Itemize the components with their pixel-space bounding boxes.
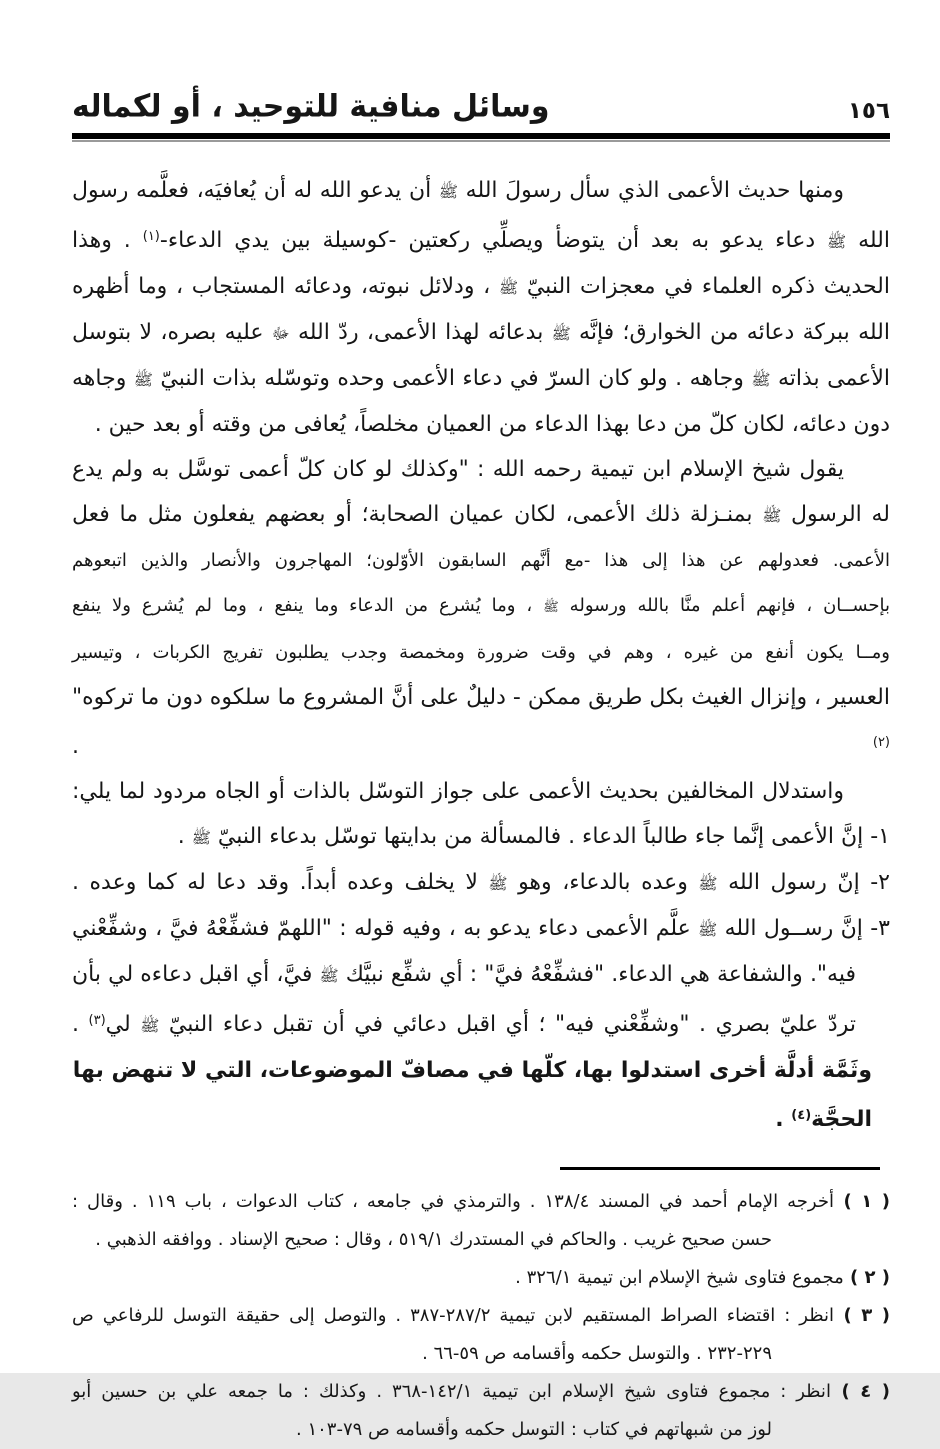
text-run: الأعمى. فعدولهم عن هذا إلى هذا -مع أنَّهم السابقون الأوّلون؛ المهاجرون والأنصار والذين اتبعوهم <box>72 550 890 571</box>
honorific-saw-ligature: ﷺ <box>438 182 459 201</box>
body-line <box>72 675 890 769</box>
chapter-title: وسائل منافية للتوحيد ، أو لكماله <box>72 88 550 125</box>
footnote-number-marker: ( ٢ ) <box>843 1267 890 1288</box>
text-run: وعده بالدعاء، وهو <box>507 870 699 895</box>
footnote-line <box>72 1297 890 1335</box>
text-run: دعاء يدعو به بعد أن يتوضأ ويصلِّي ركعتين -كوسيلة بين يدي الدعاء- <box>159 228 828 253</box>
footnote-separator <box>560 1167 880 1170</box>
text-run: واستدلال المخالفين بحديث الأعمى على جواز التوسّل بالذات أو الجاه مردود لما يلي: <box>72 779 844 804</box>
body-line <box>72 447 890 492</box>
honorific-saw-ligature: ﷺ <box>499 278 519 297</box>
body-line <box>72 402 890 447</box>
text-run: أخرجه الإمام أحمد في المسند ١٣٨/٤ . والترمذي في جامعه ، كتاب الدعوات ، باب ١١٩ . وقال : <box>72 1191 834 1212</box>
text-run: لوز من شبهاتهم في كتاب : التوسل حكمه وأقسامه ص ٧٩-١٠٣ . <box>296 1419 772 1440</box>
body-line <box>72 814 890 860</box>
text-run: ١- إنَّ الأعمى إنَّما جاء طالباً الدعاء . فالمسألة من بدايتها توسّل بدعاء النبيّ <box>210 824 890 849</box>
body-text <box>72 168 890 1142</box>
footnote-ref-marker: (٤) <box>791 1108 812 1123</box>
text-run: ٢٢٩-٢٣٢ . والتوسل حكمه وأقسامه ص ٥٩-٦٦ . <box>422 1343 772 1364</box>
honorific-saw-ligature: ﷺ <box>319 966 339 985</box>
text-run: بمنـزلة ذلك الأعمى، لكان عميان الصحابة؛ أو بعضهم يفعلون مثل ما فعل <box>72 502 763 527</box>
body-line <box>72 769 890 814</box>
page-number: ١٥٦ <box>847 98 890 124</box>
footnote-line <box>72 1259 890 1297</box>
text-run: الأعمى بذاته <box>770 366 890 391</box>
text-run: بإحســان ، فإنهم أعلم منَّا بالله ورسوله <box>558 595 891 616</box>
body-line <box>72 264 890 310</box>
header-rule <box>72 133 890 139</box>
page-header <box>72 80 890 124</box>
text-run: ٣- إنَّ رســول الله <box>717 916 890 941</box>
body-line <box>72 168 890 214</box>
text-run: لي <box>105 1012 141 1037</box>
text-run: يقول شيخ الإسلام ابن تيمية رحمه الله : "وكذلك لو كان كلّ أعمى توسَّل به ولم يدع <box>72 457 844 482</box>
text-run: مجموع فتاوى شيخ الإسلام ابن تيمية ٣٢٦/١ . <box>515 1267 844 1288</box>
text-run: . <box>177 824 192 849</box>
body-line <box>72 952 890 998</box>
body-line <box>72 1048 890 1142</box>
footnote-ref-marker: (٢) <box>872 735 890 750</box>
honorific-saw-ligature: ﷺ <box>133 370 153 389</box>
text-run: له الرسول <box>781 502 891 527</box>
text-run: تردّ عليّ بصري . "وشفِّعْني فيه" ؛ أي اقبل دعائي في أن تقبل دعاء النبيّ <box>159 1012 856 1037</box>
footnote-number-marker: ( ٤ ) <box>830 1381 891 1402</box>
body-line <box>72 906 890 952</box>
honorific-saw-ligature: ﷺ <box>698 920 718 939</box>
text-run: ، ودلائل نبوته، ودعائه المستجاب ، وما أظهره <box>72 274 499 299</box>
text-run: وثَمَّة أدلَّة أخرى استدلوا بها، كلّها في مصافّ الموضوعات، التي لا تنهض بها الحجَّة <box>72 1058 872 1132</box>
honorific-saw-ligature: ﷺ <box>751 370 771 389</box>
text-run: ، وما يُشرع من الدعاء وما ينفع ، وما لم يُشرع ولا ينفع <box>72 595 544 616</box>
text-run: فيه". والشفاعة هي الدعاء. "فشفِّعْهُ فيَّ" : أي شفِّع نبيَّك <box>338 962 856 987</box>
text-run: انظر : مجموع فتاوى شيخ الإسلام ابن تيمية ١٤٢/١-٣٦٨ . وكذلك : ما جمعه علي بن حسين أبو <box>72 1381 831 1402</box>
text-run: ومــا يكون أنفع من غيره ، وهم في وقت ضرورة ومخمصة وجدب يطلبون تفريج الكربات ، وتيسير <box>72 642 890 663</box>
honorific-saw-ligature: ﷺ <box>827 232 847 251</box>
footnote-line <box>72 1335 890 1373</box>
text-run: العسير ، وإنزال الغيث بكل طريق ممكن - دليلٌ على أنَّ المشروع ما سلكوه دون ما تركوه" <box>72 685 890 710</box>
body-line <box>72 583 890 630</box>
honorific-saw-ligature: ﷺ <box>191 828 211 847</box>
body-line <box>72 860 890 906</box>
text-run: ٢- إنّ رسول الله <box>717 870 890 895</box>
body-line <box>72 214 890 264</box>
text-run: بدعائه لهذا الأعمى، ردّ الله <box>289 320 552 345</box>
honorific-saw-ligature: ﷺ <box>543 600 559 615</box>
footnote-line <box>72 1221 890 1259</box>
text-run: . <box>775 1107 792 1132</box>
footnote-number-marker: ( ١ ) <box>833 1191 891 1212</box>
body-line <box>72 356 890 402</box>
footnote-number-marker: ( ٣ ) <box>834 1305 890 1326</box>
text-run: الله <box>846 228 890 253</box>
text-run: أن يدعو الله له أن يُعافيَه، فعلَّمه رسول <box>72 178 439 203</box>
text-run: فيَّ، أي اقبل دعاءه لي بأن <box>72 962 320 987</box>
text-run: دون دعائه، لكان كلّ من دعا بهذا الدعاء من العميان مخلصاً، يُعافى من وقته أو بعد حين . <box>94 412 890 437</box>
honorific-saw-ligature: ﷺ <box>488 874 508 893</box>
text-run: الله ببركة دعائه من الخوارق؛ فإنَّه <box>570 320 890 345</box>
footnote-line <box>72 1183 890 1221</box>
footnote-ref-marker: (١) <box>142 229 160 244</box>
body-line <box>72 492 890 538</box>
header-rule-shadow <box>72 140 890 142</box>
text-run: . <box>72 1012 89 1037</box>
text-run: . <box>72 734 873 759</box>
text-run: . وهذا <box>72 228 143 253</box>
text-run: وجاهه . ولو كان السرّ في دعاء الأعمى وحده وتوسّله بذات النبيّ <box>152 366 752 391</box>
footnote-line <box>72 1373 890 1411</box>
body-line <box>72 630 890 675</box>
text-run: وجاهه <box>72 366 134 391</box>
text-run: حسن صحيح غريب . والحاكم في المستدرك ٥١٩/١ ، وقال : صحيح الإسناد . ووافقه الذهبي . <box>95 1229 772 1250</box>
text-run: علَّم الأعمى دعاء يدعو به ، وفيه قوله : "اللهمّ فشفِّعْهُ فيَّ ، وشفِّعْني <box>72 916 699 941</box>
text-run: لا يخلف وعده أبداً. وقد دعا له كما وعده . <box>72 870 489 895</box>
text-run: الحديث ذكره العلماء في معجزات النبيّ <box>518 274 890 299</box>
footnote-line <box>72 1411 890 1449</box>
body-line <box>72 310 890 356</box>
footnotes-section <box>72 1183 890 1449</box>
honorific-saw-ligature: ﷺ <box>140 1016 160 1035</box>
text-run: ومنها حديث الأعمى الذي سأل رسولَ الله <box>458 178 844 203</box>
honorific-saw-ligature: ﷺ <box>698 874 718 893</box>
body-line <box>72 538 890 583</box>
footnote-ref-marker: (٣) <box>88 1013 106 1028</box>
text-run: انظر : اقتضاء الصراط المستقيم لابن تيمية ٢٨٧/٢-٣٨٧ . والتوصل إلى حقيقة التوسل للرفاعي ص <box>72 1305 834 1326</box>
body-line <box>72 998 890 1048</box>
text-run: عليه بصره، لا بتوسل <box>72 320 272 345</box>
honorific-saw-ligature: ﷺ <box>762 506 782 525</box>
honorific-jalla-ligature: ﷻ <box>271 324 290 343</box>
honorific-saw-ligature: ﷺ <box>551 324 571 343</box>
